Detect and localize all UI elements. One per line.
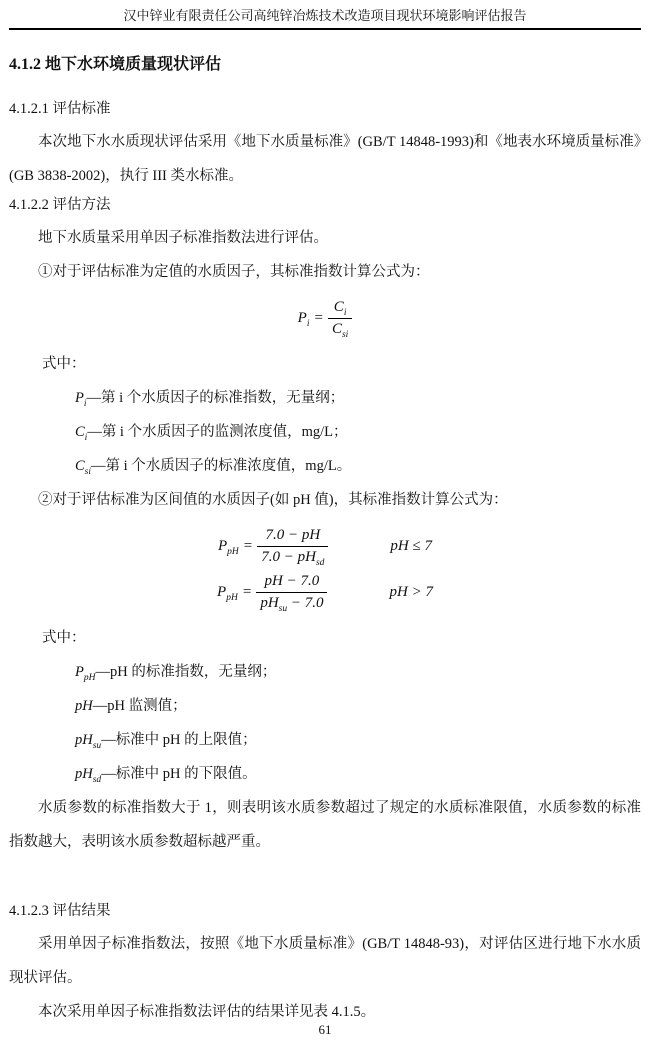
definition-pph: $P_{pH}—pH$ 的标准指数，无量纲； xyxy=(75,664,277,683)
formula-ph-high xyxy=(9,569,641,615)
definition-ci-text: —第 i 个水质因子的监测浓度值，mg/L； xyxy=(87,424,348,440)
equals-sign: = xyxy=(243,537,253,554)
formula-ph-high-numerator: pH − 7.0 xyxy=(256,573,327,593)
paragraph-method: 地下水质量采用单因子标准指数法进行评估。 xyxy=(38,230,328,246)
where-label-2: 式中： xyxy=(42,630,86,646)
formula-ph-high-fraction xyxy=(256,573,327,612)
definition-pi-text: —第 i 个水质因子的标准指数，无量纲； xyxy=(86,390,345,406)
formula-ph-index xyxy=(9,523,641,615)
formula-ph-high-denominator: $pH_{su} - 7.0$ xyxy=(260,594,324,614)
definition-pph-text: —pH 的标准指数，无量纲； xyxy=(95,664,277,680)
definition-ci: $C_i—$第 i 个水质因子的监测浓度值，mg/L； xyxy=(75,424,348,443)
page-number: 61 xyxy=(318,1022,332,1037)
page-header xyxy=(9,8,641,30)
section-heading-4123: 4.1.2.3 评估结果 xyxy=(9,903,111,919)
where-label-1: 式中： xyxy=(42,356,86,372)
section-heading-4122: 4.1.2.2 评估方法 xyxy=(9,197,111,213)
paragraph-assessment-standard: 本次地下水水质现状评估采用《地下水质量标准》(GB/T 14848-1993)和《地表水环境质量标准》(GB 3838-2002)，执行 III 类水标准。 xyxy=(9,134,641,184)
definition-ph-text: —pH 监测值； xyxy=(92,698,187,714)
formula-single-factor-index xyxy=(9,295,641,341)
item-fixed-value-factor: ①对于评估标准为定值的水质因子，其标准指数计算公式为： xyxy=(38,264,430,280)
formula-ph-low-numerator: 7.0 − pH xyxy=(257,527,328,547)
formula-ph-low-denominator: $7.0 - pH_{sd}$ xyxy=(261,548,325,568)
formula-pi-denominator: $C_{si}$ xyxy=(331,320,349,340)
formula-pi-numerator: $C_i$ xyxy=(328,299,352,319)
paragraph-result-table-ref: 本次采用单因子标准指数法评估的结果详见表 4.1.5。 xyxy=(38,1004,376,1020)
definition-csi: $C_{si}—$第 i 个水质因子的标准浓度值，mg/L。 xyxy=(75,458,352,477)
formula-ph-low-lhs: $P_{pH}$ xyxy=(217,537,239,557)
formula-ph-low-fraction xyxy=(257,527,328,566)
definition-ph: pH—pH 监测值； xyxy=(75,698,187,714)
definition-phsd-text: —标准中 pH 的下限值。 xyxy=(101,766,257,782)
definition-phsd: $pH_{sd}—$标准中 pH 的下限值。 xyxy=(75,766,257,785)
paragraph-result-method: 采用单因子标准指数法，按照《地下水质量标准》(GB/T 14848-93)，对评估区进行地下水水质现状评估。 xyxy=(9,936,641,986)
formula-pi-lhs: $P_i$ xyxy=(297,309,310,329)
paragraph-exceedance-explanation: 水质参数的标准指数大于 1，则表明该水质参数超过了规定的水质标准限值，水质参数的标准指数越大，表明该水质参数超标越严重。 xyxy=(9,800,641,850)
formula-ph-high-lhs: $P_{pH}$ xyxy=(217,583,238,603)
equals-sign: = xyxy=(314,309,323,326)
definition-csi-text: —第 i 个水质因子的标准浓度值，mg/L。 xyxy=(91,458,352,474)
item-interval-value-factor: ②对于评估标准为区间值的水质因子(如 pH 值)，其标准指数计算公式为： xyxy=(38,492,508,508)
formula-ph-high-condition: pH > 7 xyxy=(389,583,433,600)
definition-phsu: $pH_{su}—$标准中 pH 的上限值； xyxy=(75,732,257,751)
formula-pi xyxy=(9,295,641,341)
section-heading-412: 4.1.2 地下水环境质量现状评估 xyxy=(9,56,222,73)
formula-ph-low-condition: pH ≤ 7 xyxy=(390,537,432,554)
section-heading-4121: 4.1.2.1 评估标准 xyxy=(9,101,111,117)
page-footer xyxy=(0,1022,650,1038)
equals-sign: = xyxy=(242,583,252,600)
definition-phsu-text: —标准中 pH 的上限值； xyxy=(101,732,257,748)
page-header-title: 汉中锌业有限责任公司高纯锌冶炼技术改造项目现状环境影响评估报告 xyxy=(123,8,527,23)
definition-pi: $P_i—$第 i 个水质因子的标准指数，无量纲； xyxy=(75,390,345,409)
formula-ph-low xyxy=(9,523,641,569)
formula-pi-fraction xyxy=(328,299,352,338)
